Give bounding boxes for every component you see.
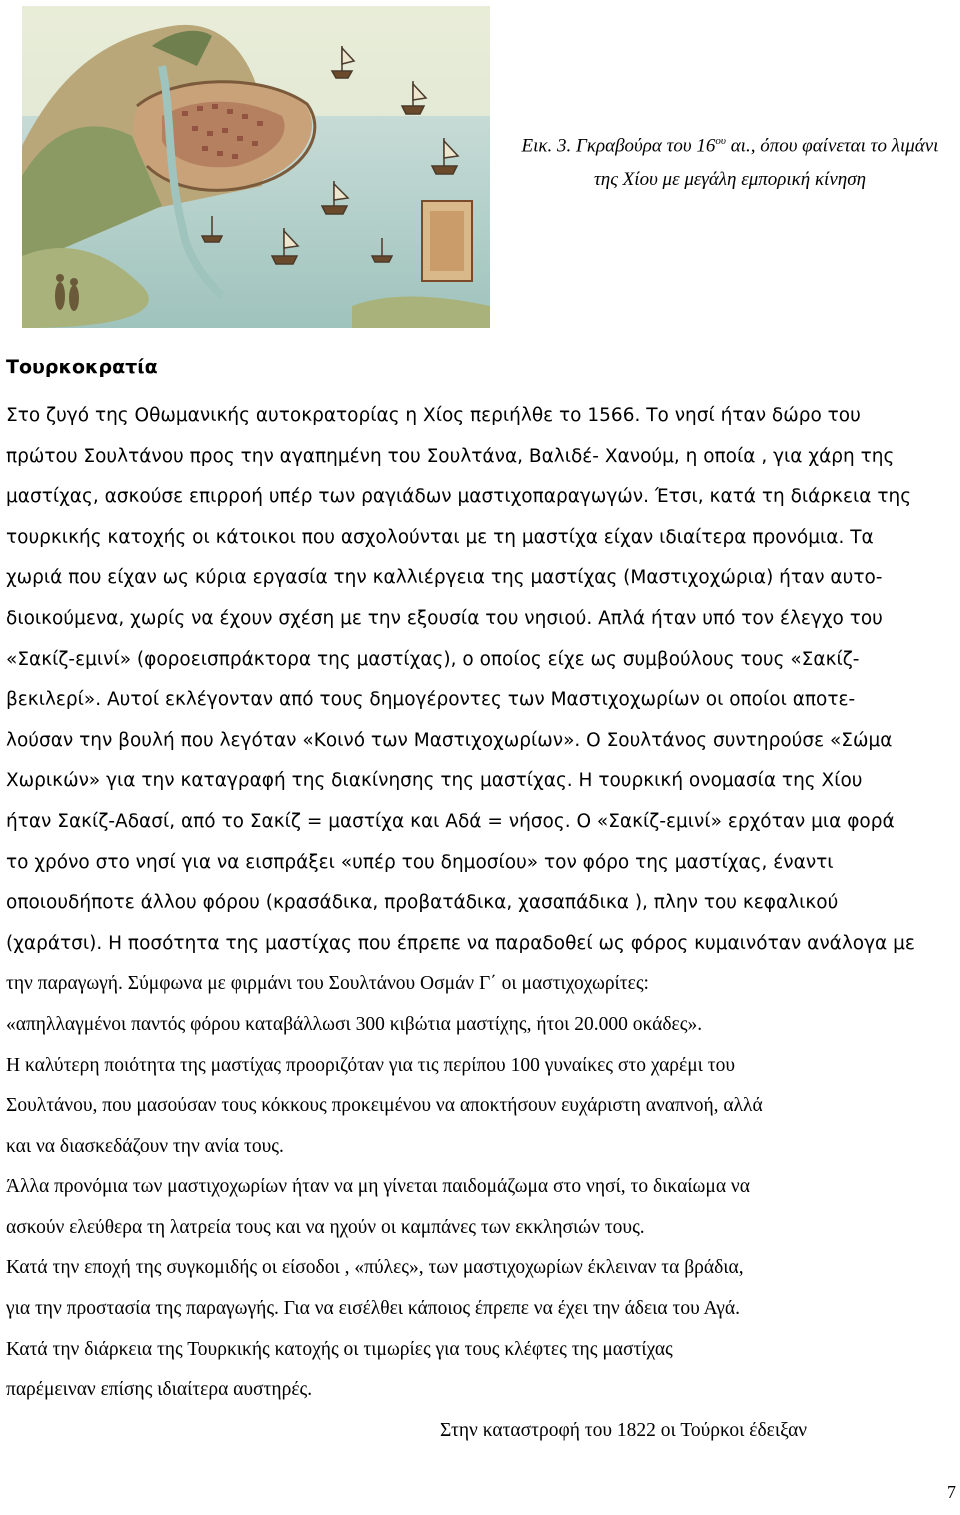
text-line: μαστίχας, ασκούσε επιρροή υπέρ των ραγιάδων μαστιχοπαραγωγών. Έτσι, κατά τη διάρκεια της: [6, 486, 912, 508]
text-line: Σουλτάνου, που μασούσαν τους κόκκους προκειμένου να αποκτήσουν ευχάριστη αναπνοή, αλλά: [6, 1095, 763, 1117]
text-line: την παραγωγή. Σύμφωνα με φιρμάνι του Σουλτάνου Οσμάν Γ΄ οι μαστιχοχωρίτες:: [6, 973, 649, 995]
caption-line-1: Εικ. 3. Γκραβούρα του $16^{o\upsilon}$ αι., όπου φαίνεται το λιμάνι: [521, 135, 939, 157]
text-line: Άλλα προνόμια των μαστιχοχωρίων ήταν να μη γίνεται παιδομάζωμα στο νησί, το δικαίωμα να: [6, 1176, 750, 1198]
section-heading: Τουρκοκρατία: [6, 356, 158, 378]
text-line: οποιουδήποτε άλλου φόρου (κρασάδικα, προβατάδικα, χασαπάδικα ), πλην του κεφαλικού: [6, 892, 839, 914]
text-line: τουρκικής κατοχής οι κάτοικοι που ασχολούνται με τη μαστίχα είχαν ιδιαίτερα προνόμια. Τα: [6, 526, 874, 548]
text-line: διοικούμενα, χωρίς να έχουν σχέση με την εξουσία του νησιού. Απλά ήταν υπό τον έλεγχο του: [6, 607, 883, 629]
text-line: «Σακίζ-εμινί» (φοροεισπράκτορα της μαστίχας), ο οποίος είχε ως συμβούλους τους «Σακίζ-: [6, 648, 860, 670]
text-line: Χωρικών» για την καταγραφή της διακίνησης της μαστίχας. Η τουρκική ονομασία της Χίου: [6, 770, 863, 792]
text-line: (χαράτσι). Η ποσότητα της μαστίχας που έπρεπε να παραδοθεί ως φόρος κυμαινόταν ανάλογα με: [6, 932, 915, 954]
text-line: Η καλύτερη ποιότητα της μαστίχας προοριζόταν για τις περίπου 100 γυναίκες στο χαρέμι του: [6, 1054, 736, 1076]
text-line: χωριά που είχαν ως κύρια εργασία την καλλιέργεια της μαστίχας (Μαστιχοχώρια) ήταν αυτο-: [6, 567, 883, 589]
text-line: βεκιλερί». Αυτοί εκλέγονταν από τους δημογέροντες των Μαστιχοχωρίων οι οποίοι αποτε-: [6, 689, 856, 711]
text-line: Κατά την διάρκεια της Τουρκικής κατοχής οι τιμωρίες για τους κλέφτες της μαστίχας: [6, 1338, 673, 1360]
caption-superscript: ου: [715, 135, 726, 147]
text-line: πρώτου Σουλτάνου προς την αγαπημένη του Σουλτάνα, Βαλιδέ- Χανούμ, η οποία , για χάρη της: [6, 445, 895, 467]
text-line: το χρόνο στο νησί για να εισπράξει «υπέρ του δημοσίου» τον φόρο της μαστίχας, έναντι: [6, 851, 834, 873]
text-line: «απηλλαγμένοι παντός φόρου καταβάλλωσι 300 κιβώτια μαστίχης, ήτοι 20.000 οκάδες».: [6, 1013, 703, 1035]
caption-line-2: της Χίου με μεγάλη εμπορική κίνηση: [594, 169, 866, 191]
text-line: λούσαν την βουλή που λεγόταν «Κοινό των Μαστιχοχωρίων». Ο Σουλτάνος συντηρούσε «Σώμα: [6, 729, 893, 751]
engraving-image: [22, 6, 490, 328]
page-number: 7: [947, 1482, 956, 1502]
body-text: [6, 396, 958, 1451]
figure-caption: [510, 124, 950, 197]
text-line: Κατά την εποχή της συγκομιδής οι είσοδοι , «πύλες», των μαστιχοχωρίων έκλειναν τα βράδια,: [6, 1257, 744, 1279]
text-line: παρέμειναν επίσης ιδιαίτερα αυστηρές.: [6, 1379, 313, 1401]
text-line: ασκούν ελεύθερα τη λατρεία τους και να ηχούν οι καμπάνες των εκκλησιών τους.: [6, 1216, 645, 1238]
text-line: Στην καταστροφή του 1822 οι Τούρκοι έδειξαν: [440, 1419, 808, 1441]
text-line: ήταν Σακίζ-Αδασί, από το Σακίζ = μαστίχα και Αδά = νήσος. Ο «Σακίζ-εμινί» ερχόταν μια φορά: [6, 810, 895, 832]
text-line: Στο ζυγό της Οθωμανικής αυτοκρατορίας η Χίος περιήλθε το 1566. Το νησί ήταν δώρο του: [6, 405, 861, 426]
text-line: για την προστασία της παραγωγής. Για να εισέλθει κάποιος έπρεπε να έχει την άδεια του Αγά.: [6, 1298, 741, 1320]
text-line: και να διασκεδάζουν την ανία τους.: [6, 1135, 284, 1157]
